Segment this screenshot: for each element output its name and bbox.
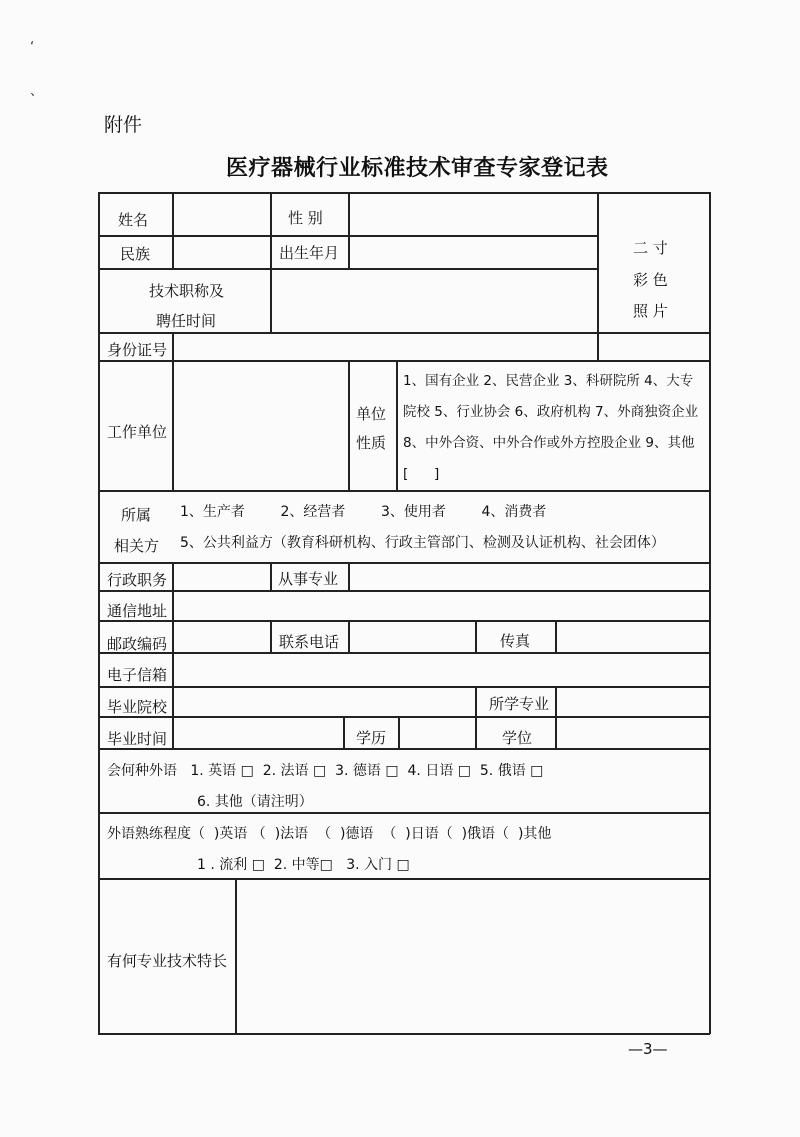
address-label: 通信地址 bbox=[107, 602, 168, 620]
birth-field[interactable] bbox=[352, 238, 592, 266]
attachment-label: 附件 bbox=[104, 114, 143, 136]
expertise-field[interactable] bbox=[239, 882, 704, 1030]
tech-title-label-line2: 聘任时间 bbox=[156, 312, 217, 330]
specialty-field[interactable] bbox=[352, 565, 704, 588]
postcode-field[interactable] bbox=[176, 623, 266, 650]
photo-placeholder-line2: 彩 色 bbox=[633, 271, 668, 289]
page-title: 医疗器械行业标准技术审查专家登记表 bbox=[226, 156, 609, 181]
unit-nature-label-line1: 单位 bbox=[356, 405, 387, 423]
name-field[interactable] bbox=[176, 196, 266, 232]
degree-field[interactable] bbox=[559, 719, 704, 746]
birth-label: 出生年月 bbox=[279, 244, 340, 262]
postcode-label: 邮政编码 bbox=[107, 635, 168, 653]
ethnicity-field[interactable] bbox=[176, 238, 266, 266]
employer-field[interactable] bbox=[176, 364, 344, 488]
employer-label: 工作单位 bbox=[107, 423, 168, 441]
unit-nature-option-2: 院校 5、行业协会 6、政府机构 7、外商独资企业 bbox=[403, 404, 699, 420]
fax-label: 传真 bbox=[500, 632, 531, 650]
email-label: 电子信箱 bbox=[107, 666, 168, 684]
email-field[interactable] bbox=[176, 655, 704, 684]
unit-nature-option-3: 8、中外合资、中外合作或外方控股企业 9、其他 bbox=[403, 435, 695, 451]
scan-mark-top: ‘ bbox=[30, 40, 35, 55]
gender-field[interactable] bbox=[352, 196, 592, 232]
address-field[interactable] bbox=[176, 593, 704, 618]
degree-label: 学位 bbox=[502, 729, 533, 747]
photo-placeholder-line1: 二 寸 bbox=[633, 239, 668, 257]
tech-title-field[interactable] bbox=[274, 272, 592, 330]
unit-nature-option-1: 1、国有企业 2、民营企业 3、科研院所 4、大专 bbox=[403, 373, 694, 389]
phone-field[interactable] bbox=[352, 623, 471, 650]
school-label: 毕业院校 bbox=[107, 698, 168, 716]
unit-nature-label-line2: 性质 bbox=[356, 434, 387, 452]
education-label: 学历 bbox=[356, 729, 387, 747]
languages-other-line: 6. 其他（请注明） bbox=[197, 794, 313, 810]
stakeholder-label-line1: 所属 bbox=[121, 506, 152, 524]
tech-title-label-line1: 技术职称及 bbox=[149, 282, 225, 300]
name-label: 姓名 bbox=[118, 211, 149, 229]
fax-field[interactable] bbox=[559, 623, 704, 650]
specialty-label: 从事专业 bbox=[278, 570, 339, 588]
proficiency-line2: 1 . 流利 □ 2. 中等□ 3. 入门 □ bbox=[197, 857, 410, 873]
page-number: —3— bbox=[628, 1040, 668, 1058]
proficiency-line1: 外语熟练程度（ )英语 （ )法语 （ )德语 （ )日语（ )俄语（ )其他 bbox=[107, 826, 552, 842]
scan-mark-bottom: 、 bbox=[30, 84, 44, 99]
admin-position-label: 行政职务 bbox=[107, 571, 168, 589]
unit-nature-other-bracket[interactable]: [ ] bbox=[403, 466, 440, 482]
grad-time-label: 毕业时间 bbox=[107, 730, 168, 748]
id-label: 身份证号 bbox=[107, 341, 168, 359]
stakeholder-options-line1: 1、生产者 2、经营者 3、使用者 4、消费者 bbox=[180, 504, 547, 520]
phone-label: 联系电话 bbox=[279, 633, 340, 651]
school-field[interactable] bbox=[176, 689, 471, 714]
stakeholder-options-line2: 5、公共利益方（教育科研机构、行政主管部门、检测及认证机构、社会团体） bbox=[180, 535, 665, 551]
id-field[interactable] bbox=[176, 335, 592, 358]
expertise-label: 有何专业技术特长 bbox=[107, 952, 228, 970]
grad-time-field[interactable] bbox=[176, 719, 339, 746]
stakeholder-label-line2: 相关方 bbox=[114, 537, 160, 555]
education-field[interactable] bbox=[401, 719, 471, 746]
admin-position-field[interactable] bbox=[176, 565, 266, 588]
ethnicity-label: 民族 bbox=[120, 245, 151, 263]
gender-label: 性 别 bbox=[288, 209, 323, 227]
major-field[interactable] bbox=[559, 689, 704, 714]
languages-line1: 会何种外语 1. 英语 □ 2. 法语 □ 3. 德语 □ 4. 日语 □ 5. 俄语 □ bbox=[107, 763, 544, 779]
major-label: 所学专业 bbox=[489, 695, 550, 713]
photo-placeholder-line3: 照 片 bbox=[633, 302, 668, 320]
